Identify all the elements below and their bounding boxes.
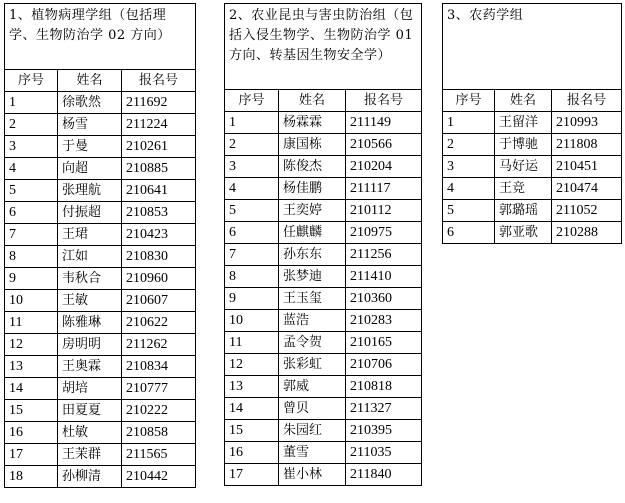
row-index: 4 bbox=[225, 178, 279, 200]
student-name: 王玉玺 bbox=[279, 288, 346, 310]
row-index: 1 bbox=[5, 92, 58, 114]
row-index: 11 bbox=[5, 312, 58, 334]
student-name: 江如 bbox=[58, 246, 122, 268]
table-row bbox=[5, 268, 196, 290]
header-number: 报名号 bbox=[552, 90, 622, 112]
registration-number: 210885 bbox=[122, 158, 196, 180]
registration-number: 210165 bbox=[346, 332, 422, 354]
registration-number: 211692 bbox=[122, 92, 196, 114]
row-index: 9 bbox=[5, 268, 58, 290]
row-index: 2 bbox=[443, 134, 495, 156]
registration-number: 211149 bbox=[346, 112, 422, 134]
row-index: 7 bbox=[5, 224, 58, 246]
table-row bbox=[5, 202, 196, 224]
row-index: 8 bbox=[5, 246, 58, 268]
student-name: 王敏 bbox=[58, 290, 122, 312]
header-number: 报名号 bbox=[346, 90, 422, 112]
student-name: 郭威 bbox=[279, 376, 346, 398]
student-name: 王珺 bbox=[58, 224, 122, 246]
student-name: 孙东东 bbox=[279, 244, 346, 266]
row-index: 12 bbox=[5, 334, 58, 356]
registration-number: 210261 bbox=[122, 136, 196, 158]
row-index: 18 bbox=[5, 466, 58, 488]
row-index: 1 bbox=[443, 112, 495, 134]
registration-number: 210993 bbox=[552, 112, 622, 134]
table-row bbox=[5, 466, 196, 488]
header-name: 姓名 bbox=[58, 70, 122, 92]
student-name: 孟令贺 bbox=[279, 332, 346, 354]
title-row bbox=[225, 4, 422, 90]
rows bbox=[225, 112, 422, 486]
table-row bbox=[443, 156, 622, 178]
header-index: 序号 bbox=[443, 90, 495, 112]
row-index: 4 bbox=[5, 158, 58, 180]
table-row bbox=[225, 376, 422, 398]
roster-table-3 bbox=[442, 3, 622, 244]
student-name: 蓝浩 bbox=[279, 310, 346, 332]
student-name: 田夏夏 bbox=[58, 400, 122, 422]
registration-number: 210566 bbox=[346, 134, 422, 156]
registration-number: 211035 bbox=[346, 442, 422, 464]
registration-number: 210395 bbox=[346, 420, 422, 442]
registration-number: 210451 bbox=[552, 156, 622, 178]
student-name: 胡培 bbox=[58, 378, 122, 400]
header-row bbox=[225, 90, 422, 112]
student-name: 朱园红 bbox=[279, 420, 346, 442]
header-index: 序号 bbox=[225, 90, 279, 112]
student-name: 王竞 bbox=[495, 178, 552, 200]
table-row bbox=[443, 200, 622, 222]
student-name: 张梦迪 bbox=[279, 266, 346, 288]
student-name: 向超 bbox=[58, 158, 122, 180]
student-name: 陈俊杰 bbox=[279, 156, 346, 178]
student-name: 杨霖霖 bbox=[279, 112, 346, 134]
registration-number: 210360 bbox=[346, 288, 422, 310]
registration-number: 211224 bbox=[122, 114, 196, 136]
registration-number: 211840 bbox=[346, 464, 422, 486]
row-index: 3 bbox=[443, 156, 495, 178]
registration-number: 210706 bbox=[346, 354, 422, 376]
registration-number: 210834 bbox=[122, 356, 196, 378]
row-index: 10 bbox=[225, 310, 279, 332]
row-index: 17 bbox=[5, 444, 58, 466]
table-row bbox=[443, 134, 622, 156]
table-row bbox=[5, 378, 196, 400]
registration-number: 210204 bbox=[346, 156, 422, 178]
table-row bbox=[225, 310, 422, 332]
row-index: 6 bbox=[443, 222, 495, 244]
header-index: 序号 bbox=[5, 70, 58, 92]
registration-number: 210288 bbox=[552, 222, 622, 244]
student-name: 韦秋合 bbox=[58, 268, 122, 290]
student-name: 杜敏 bbox=[58, 422, 122, 444]
registration-number: 211808 bbox=[552, 134, 622, 156]
row-index: 5 bbox=[443, 200, 495, 222]
row-index: 15 bbox=[5, 400, 58, 422]
registration-number: 210474 bbox=[552, 178, 622, 200]
roster-table-1 bbox=[4, 3, 196, 488]
student-name: 孙柳清 bbox=[58, 466, 122, 488]
registration-number: 210830 bbox=[122, 246, 196, 268]
student-name: 康国栋 bbox=[279, 134, 346, 156]
student-name: 郭璐瑶 bbox=[495, 200, 552, 222]
table-row bbox=[225, 354, 422, 376]
row-index: 9 bbox=[225, 288, 279, 310]
row-index: 7 bbox=[225, 244, 279, 266]
table-row bbox=[5, 158, 196, 180]
row-index: 6 bbox=[5, 202, 58, 224]
group-title: 1、植物病理学组（包括理学、生物防治学 02 方向） bbox=[5, 4, 196, 70]
row-index: 13 bbox=[225, 376, 279, 398]
group-pesticide bbox=[442, 3, 622, 244]
header-name: 姓名 bbox=[279, 90, 346, 112]
registration-number: 210222 bbox=[122, 400, 196, 422]
table-row bbox=[225, 156, 422, 178]
header-row bbox=[5, 70, 196, 92]
row-index: 16 bbox=[225, 442, 279, 464]
roster-table-2 bbox=[224, 3, 422, 486]
student-name: 于博驰 bbox=[495, 134, 552, 156]
row-index: 6 bbox=[225, 222, 279, 244]
table-row bbox=[5, 114, 196, 136]
row-index: 2 bbox=[225, 134, 279, 156]
row-index: 16 bbox=[5, 422, 58, 444]
title-row bbox=[5, 4, 196, 70]
registration-number: 210777 bbox=[122, 378, 196, 400]
registration-number: 210960 bbox=[122, 268, 196, 290]
row-index: 5 bbox=[225, 200, 279, 222]
row-index: 2 bbox=[5, 114, 58, 136]
row-index: 14 bbox=[5, 378, 58, 400]
row-index: 12 bbox=[225, 354, 279, 376]
table-row bbox=[225, 200, 422, 222]
student-name: 付振超 bbox=[58, 202, 122, 224]
table-row bbox=[225, 288, 422, 310]
table-row bbox=[225, 222, 422, 244]
table-row bbox=[225, 442, 422, 464]
student-name: 王奥霖 bbox=[58, 356, 122, 378]
header-number: 报名号 bbox=[122, 70, 196, 92]
registration-number: 210853 bbox=[122, 202, 196, 224]
row-index: 8 bbox=[225, 266, 279, 288]
row-index: 13 bbox=[5, 356, 58, 378]
registration-number: 210283 bbox=[346, 310, 422, 332]
student-name: 任麒麟 bbox=[279, 222, 346, 244]
registration-number: 210622 bbox=[122, 312, 196, 334]
group-agri-insects bbox=[224, 3, 422, 486]
table-row bbox=[443, 178, 622, 200]
rows bbox=[5, 92, 196, 488]
student-name: 房明明 bbox=[58, 334, 122, 356]
registration-number: 211117 bbox=[346, 178, 422, 200]
student-name: 曾贝 bbox=[279, 398, 346, 420]
header-name: 姓名 bbox=[495, 90, 552, 112]
registration-number: 210641 bbox=[122, 180, 196, 202]
table-row bbox=[225, 112, 422, 134]
table-row bbox=[5, 180, 196, 202]
table-row bbox=[225, 244, 422, 266]
student-name: 徐歌然 bbox=[58, 92, 122, 114]
row-index: 11 bbox=[225, 332, 279, 354]
table-row bbox=[5, 312, 196, 334]
row-index: 10 bbox=[5, 290, 58, 312]
registration-number: 210112 bbox=[346, 200, 422, 222]
student-name: 郭亚歌 bbox=[495, 222, 552, 244]
group-title: 2、农业昆虫与害虫防治组（包括入侵生物学、生物防治学 01 方向、转基因生物安全学） bbox=[225, 4, 422, 90]
registration-number: 210818 bbox=[346, 376, 422, 398]
table-row bbox=[5, 136, 196, 158]
student-name: 张理航 bbox=[58, 180, 122, 202]
registration-number: 211256 bbox=[346, 244, 422, 266]
registration-number: 211052 bbox=[552, 200, 622, 222]
student-name: 张彩虹 bbox=[279, 354, 346, 376]
table-row bbox=[225, 332, 422, 354]
title-row bbox=[443, 4, 622, 90]
table-row bbox=[5, 444, 196, 466]
row-index: 3 bbox=[5, 136, 58, 158]
table-row bbox=[5, 334, 196, 356]
group-plant-pathology bbox=[4, 3, 196, 488]
table-row bbox=[443, 112, 622, 134]
student-name: 董雪 bbox=[279, 442, 346, 464]
student-name: 杨雪 bbox=[58, 114, 122, 136]
student-name: 王茉群 bbox=[58, 444, 122, 466]
table-row bbox=[225, 420, 422, 442]
header-row bbox=[443, 90, 622, 112]
registration-number: 211262 bbox=[122, 334, 196, 356]
row-index: 14 bbox=[225, 398, 279, 420]
table-row bbox=[225, 178, 422, 200]
group-title: 3、农药学组 bbox=[443, 4, 622, 90]
student-name: 于曼 bbox=[58, 136, 122, 158]
registration-number: 210975 bbox=[346, 222, 422, 244]
table-row bbox=[5, 224, 196, 246]
table-row bbox=[225, 398, 422, 420]
student-name: 王留洋 bbox=[495, 112, 552, 134]
student-name: 王奕婷 bbox=[279, 200, 346, 222]
row-index: 1 bbox=[225, 112, 279, 134]
table-row bbox=[225, 464, 422, 486]
student-name: 马好运 bbox=[495, 156, 552, 178]
rows bbox=[443, 112, 622, 244]
registration-number: 210607 bbox=[122, 290, 196, 312]
row-index: 5 bbox=[5, 180, 58, 202]
registration-number: 211410 bbox=[346, 266, 422, 288]
registration-number: 210442 bbox=[122, 466, 196, 488]
table-row bbox=[5, 400, 196, 422]
table-row bbox=[5, 422, 196, 444]
row-index: 4 bbox=[443, 178, 495, 200]
table-row bbox=[5, 356, 196, 378]
row-index: 15 bbox=[225, 420, 279, 442]
student-name: 崔小林 bbox=[279, 464, 346, 486]
registration-number: 211327 bbox=[346, 398, 422, 420]
row-index: 3 bbox=[225, 156, 279, 178]
table-row bbox=[225, 266, 422, 288]
table-row bbox=[225, 134, 422, 156]
row-index: 17 bbox=[225, 464, 279, 486]
registration-number: 210858 bbox=[122, 422, 196, 444]
table-row bbox=[5, 92, 196, 114]
registration-number: 211565 bbox=[122, 444, 196, 466]
table-row bbox=[443, 222, 622, 244]
table-row bbox=[5, 290, 196, 312]
registration-number: 210423 bbox=[122, 224, 196, 246]
student-name: 杨佳鹏 bbox=[279, 178, 346, 200]
student-name: 陈雅琳 bbox=[58, 312, 122, 334]
table-row bbox=[5, 246, 196, 268]
